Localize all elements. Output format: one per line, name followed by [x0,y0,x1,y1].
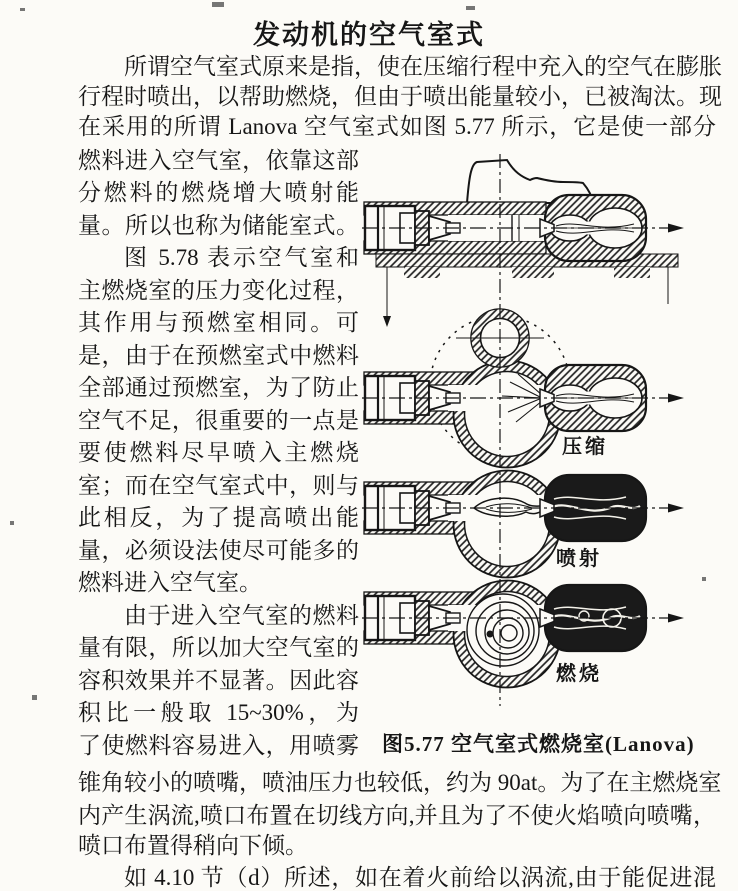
scan-artifact [10,521,14,525]
figure-caption: 图5.77 空气室式燃烧室(Lanova) [382,732,695,756]
column-line: 全部通过预燃室，为了防止 [78,375,359,400]
column-line: 室；而在空气室式中，则与 [78,473,359,498]
stage-label-injection: 喷射 [556,548,602,570]
scan-artifact [702,577,706,581]
scan-artifact [32,695,37,700]
column-line: 燃料进入空气室，依靠这部 [78,148,359,173]
column-line: 量，必须设法使尽可能多的 [78,538,359,563]
column-line: 量有限，所以加大空气室的 [78,635,359,660]
scan-artifact [20,8,25,11]
column-line: 要使燃料尽早喷入主燃烧 [78,440,359,465]
intro-line: 行程时喷出，以帮助燃烧，但由于喷出能量较小，已被淘汰。现 [78,84,722,109]
intro-line: 在采用的所谓 Lanova 空气室式如图 5.77 所示，它是使一部分 [78,114,716,139]
bottom-line: 锥角较小的喷嘴，喷油压力也较低，约为 90at。为了在主燃烧室 [78,770,722,795]
column-line: 由于进入空气室的燃料 [124,603,359,628]
column-line: 其作用与预燃室相同。可 [78,310,359,335]
column-line: 量。所以也称为储能室式。 [78,213,359,238]
column-line: 是，由于在预燃室式中燃料 [78,343,359,368]
column-line: 容积效果并不显著。因此容 [78,668,359,693]
column-line: 空气不足，很重要的一点是 [78,408,359,433]
combustion-chamber-diagram [362,150,738,735]
scan-artifact [212,2,224,7]
page-title: 发动机的空气室式 [253,20,485,50]
intro-line: 所谓空气室式原来是指，使在压缩行程中充入的空气在膨胀 [124,54,722,79]
column-line: 图 5.78 表示空气室和 [124,245,359,270]
diagram-section [362,160,684,327]
column-line: 燃料进入空气室。 [78,570,262,595]
bottom-line: 如 4.10 节（d）所述，如在着火前给以涡流,由于能促进混 [124,865,716,890]
stage-label-compression: 压缩 [562,436,608,458]
scan-artifact [466,6,475,10]
figure-5-77 [362,150,738,775]
diagram-compression [362,309,684,468]
column-line: 分燃料的燃烧增大喷射能 [78,180,359,205]
bottom-line: 内产生涡流,喷口布置在切线方向,并且为了不使火焰喷向喷嘴， [78,803,716,828]
stage-label-combustion: 燃烧 [556,663,602,685]
column-line: 此相反，为了提高喷出能 [78,505,359,530]
column-line: 主燃烧室的压力变化过程， [78,278,359,303]
column-line: 了使燃料容易进入，用喷雾 [78,733,359,758]
column-line: 积比一般取 15~30%，为 [78,700,359,725]
diagram-combustion [362,581,684,688]
diagram-injection [362,471,684,578]
bottom-line: 喷口布置得稍向下倾。 [78,833,308,858]
